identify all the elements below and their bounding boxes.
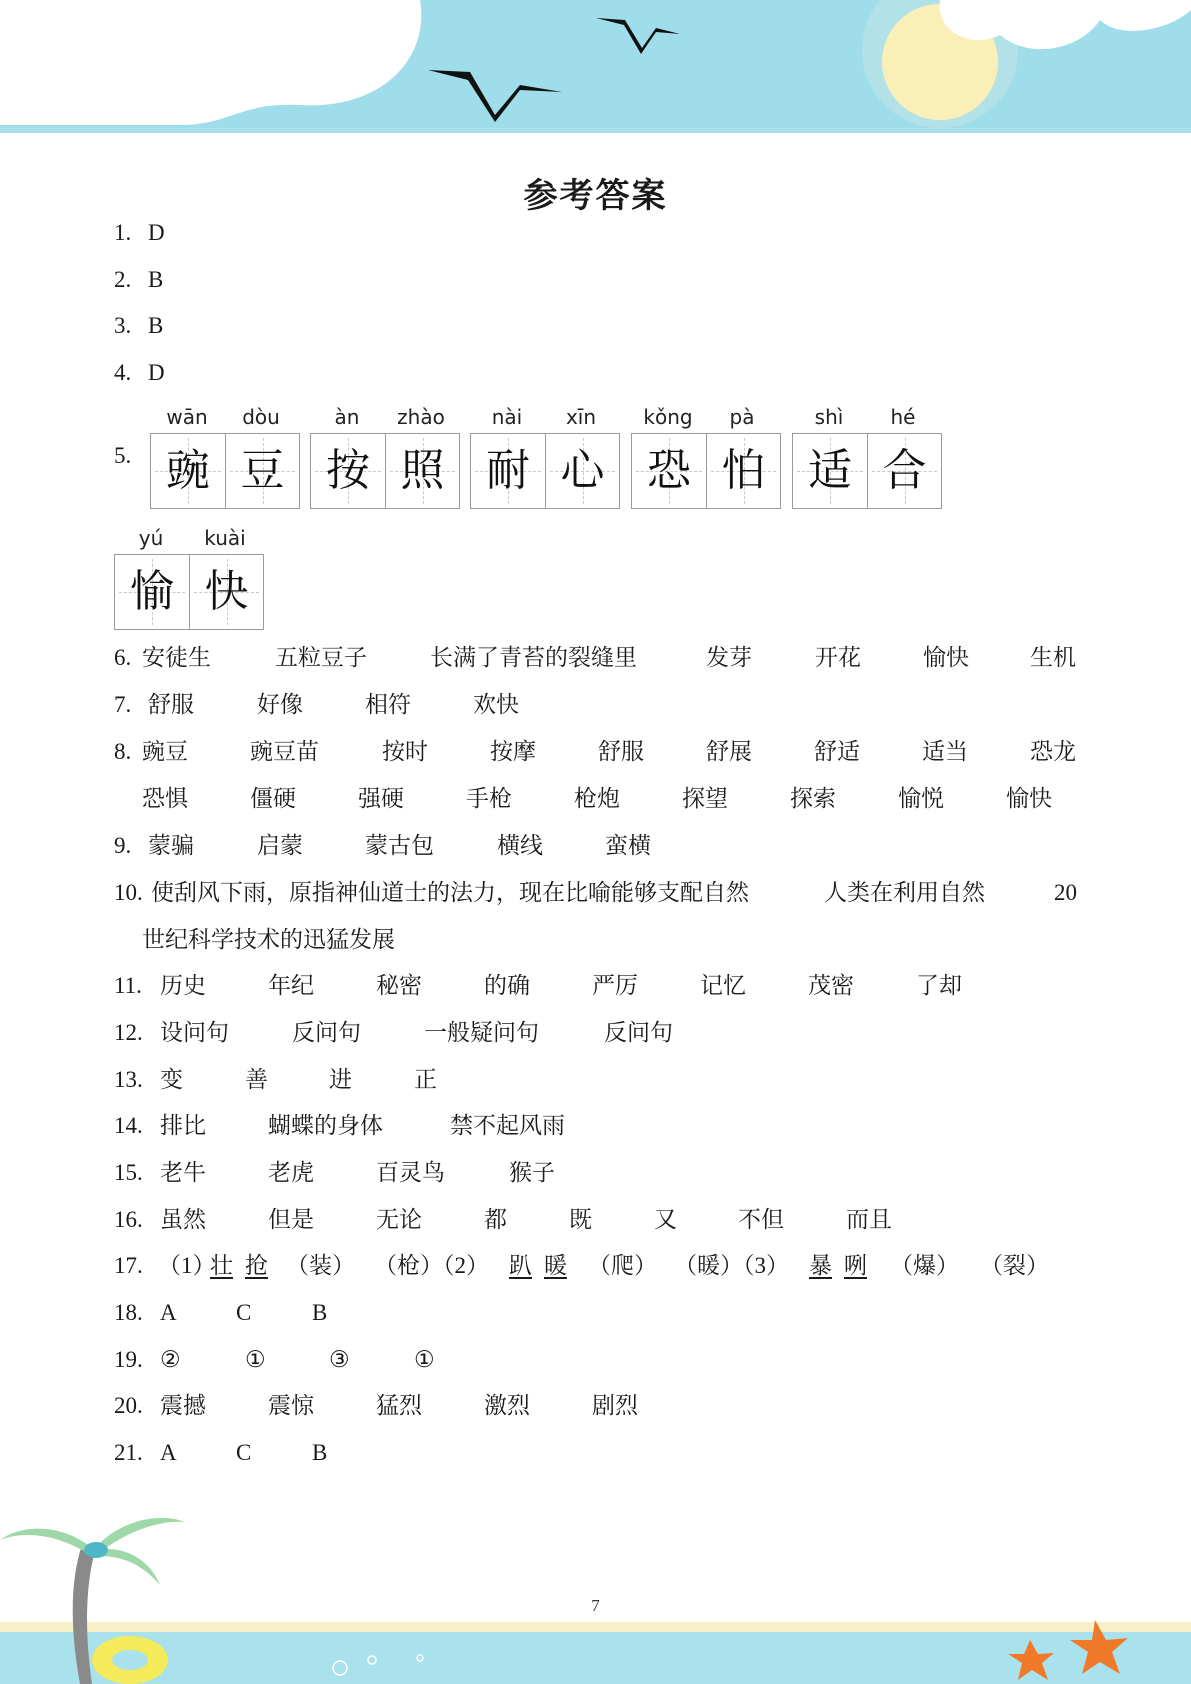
answer-21: 21. A C B — [114, 1440, 328, 1465]
answer-18: 18. A C B — [114, 1300, 328, 1325]
char-cell: 豆 — [225, 434, 299, 508]
answer-6: 6. 安徒生 五粒豆子 长满了青苔的裂缝里 发芽 开花 愉快 生机 — [114, 645, 1076, 670]
answer-15: 15. 老牛 老虎 百灵鸟 猴子 — [114, 1160, 555, 1185]
answer-4: 4. D — [114, 360, 165, 385]
palm-leaf-icon — [95, 1518, 185, 1552]
char-grid — [470, 433, 620, 509]
answer-12: 12. 设问句 反问句 一般疑问句 反问句 — [114, 1020, 673, 1045]
char-cell: 怕 — [706, 434, 780, 508]
answer-5-number: 5. — [114, 443, 132, 468]
sky-banner — [0, 0, 1191, 135]
answer-11: 11. 历史 年纪 秘密 的确 严厉 记忆 茂密 了却 — [114, 973, 962, 998]
answer-7: 7. 舒服 好像 相符 欢快 — [114, 692, 519, 717]
answer-1: 1. D — [114, 220, 165, 245]
char-grid — [631, 433, 781, 509]
beach-footer — [0, 1500, 1191, 1684]
char-cell: 耐 — [471, 434, 545, 508]
answer-2: 2. B — [114, 267, 164, 292]
page-title: 参考答案 — [523, 176, 668, 216]
char-grid — [310, 433, 460, 509]
char-cell: 愉 — [115, 555, 189, 629]
answer-14: 14. 排比 蝴蝶的身体 禁不起风雨 — [114, 1113, 565, 1138]
answer-8-continued: 恐惧 僵硬 强硬 手枪 枪炮 探望 探索 愉悦 愉快 — [142, 786, 1052, 811]
answer-16: 16. 虽然 但是 无论 都 既 又 不但 而且 — [114, 1207, 892, 1232]
answer-20: 20. 震撼 震惊 猛烈 激烈 剧烈 — [114, 1393, 638, 1418]
answer-8: 8. 豌豆 豌豆苗 按时 按摩 舒服 舒展 舒适 适当 恐龙 — [114, 739, 1076, 764]
char-cell: 豌 — [151, 434, 225, 508]
char-grid — [150, 433, 300, 509]
char-cell: 恐 — [632, 434, 706, 508]
char-cell: 合 — [867, 434, 941, 508]
answer-17: 17. （1） 壮 抢 （装） （枪）（2） 趴 暖 （爬） （暖）（3） 暴 咧 （爆） （裂） — [114, 1253, 1049, 1278]
answer-13: 13. 变 善 进 正 — [114, 1067, 437, 1092]
char-cell: 适 — [793, 434, 867, 508]
answer-10: 10. 使刮风下雨，原指神仙道士的法力，现在比喻能够支配自然 人类在利用自然 20 — [114, 880, 1077, 905]
char-grid — [792, 433, 942, 509]
char-grid — [114, 554, 264, 630]
page-number: 7 — [591, 1596, 600, 1615]
char-cell: 快 — [189, 555, 263, 629]
answer-10-continued: 世纪科学技术的迅猛发展 — [142, 927, 395, 952]
answer-9: 9. 蒙骗 启蒙 蒙古包 横线 蛮横 — [114, 833, 651, 858]
char-cell: 心 — [545, 434, 619, 508]
char-cell: 照 — [385, 434, 459, 508]
answer-19: 19. ② ① ③ ① — [114, 1347, 435, 1372]
answer-3: 3. B — [114, 313, 164, 338]
char-cell: 按 — [311, 434, 385, 508]
